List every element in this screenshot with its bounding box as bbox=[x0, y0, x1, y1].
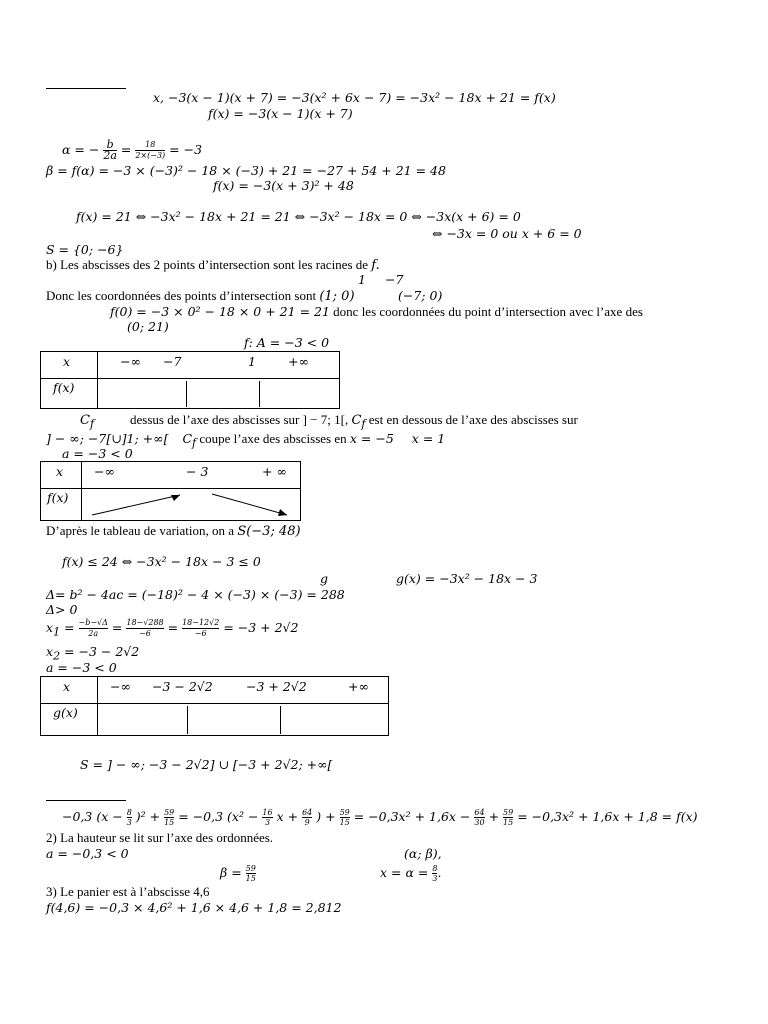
g-name: g bbox=[320, 571, 329, 586]
variation-table-f-neg-inf: −∞ bbox=[94, 464, 115, 479]
g-definition: g(x) = −3x² − 18x − 3 bbox=[396, 571, 538, 586]
variation-table-f-row-label-cell bbox=[41, 489, 82, 521]
solution-set-inequality: S = ] − ∞; −3 − 2√2] ∪ [−3 + 2√2; +∞[ bbox=[80, 757, 333, 772]
sign-table-f-header-cell bbox=[41, 352, 98, 379]
inequality-line: f(x) ≤ 24 ⇔ −3x² − 18x − 3 ≤ 0 bbox=[62, 554, 261, 569]
sign-table-f-pos-inf: +∞ bbox=[288, 354, 309, 369]
y-intercept-point: (0; 21) bbox=[127, 319, 169, 334]
sign-table-f-value-2: 1 bbox=[248, 354, 256, 369]
sign-table-f-neg-inf: −∞ bbox=[120, 354, 141, 369]
y-intercept-line: f(0) = −3 × 0² − 18 × 0 + 21 = 21 donc les coordonnées du point d’intersection avec l’axe des bbox=[110, 304, 643, 319]
sign-table-g-values-cell bbox=[98, 677, 389, 704]
sign-table-g-header-cell bbox=[41, 677, 98, 704]
intersection-point-2: (−7; 0) bbox=[398, 288, 443, 303]
variation-table-f-header-cell bbox=[41, 462, 82, 489]
root-x2-line: $x_2 = -3 - 2√2$ bbox=[46, 644, 140, 663]
leading-coefficient-line-3: a = −3 < 0 bbox=[46, 660, 117, 675]
variation-table-f-values-cell bbox=[82, 462, 301, 489]
beta-value: β = $\frac{59}{15}$ bbox=[220, 864, 256, 883]
sign-table-g bbox=[40, 676, 389, 736]
variation-table-f-arrows-cell bbox=[82, 489, 301, 521]
sign-table-f-row-label-cell bbox=[41, 379, 98, 409]
variation-table-f-fx-label: f(x) bbox=[47, 490, 69, 505]
sign-table-g-divider-1 bbox=[187, 706, 188, 734]
sign-table-g-signs-cell bbox=[98, 704, 389, 736]
equation-solve-line: f(x) = 21 ⇔ −3x² − 18x + 21 = 21 ⇔ −3x² − 18x = 0 ⇔ −3x(x + 6) = 0 bbox=[76, 209, 521, 224]
leading-coefficient-line: f: A = −3 < 0 bbox=[244, 335, 330, 350]
variation-table-f-value-1: − 3 bbox=[186, 464, 209, 479]
expansion-line: −0,3 (x − $\frac{8}{3}$ )² + $\frac{59}{15}$ = −0,3 (x² − $\frac{16}{3}$ x + $\frac{64}{9}$ ) + $\frac{59}{15}$ = −0,3x² + 1,6x − $\frac{64}{30}$ + $\frac{59}{15}$ = −0,3x² + 1,6x + 1,8 = f(x) bbox=[62, 808, 698, 827]
separator-rule-top bbox=[46, 88, 126, 89]
decreasing-arrow bbox=[82, 489, 302, 521]
summit-text: D’après le tableau de variation, on a S(−3; 48) bbox=[46, 523, 301, 539]
sign-table-g-value-1: −3 − 2√2 bbox=[152, 679, 213, 694]
sign-table-f-signs-cell bbox=[98, 379, 340, 409]
separator-rule-bottom bbox=[46, 800, 126, 801]
solution-set-line: S = {0; −6} bbox=[46, 242, 124, 257]
basket-text: 3) Le panier est à l’abscisse 4,6 bbox=[46, 884, 210, 899]
sign-table-f-divider-2 bbox=[259, 381, 260, 407]
alpha-value: x = α = $\frac{8}{3}$ . bbox=[380, 864, 442, 883]
sign-table-g-row-label-cell bbox=[41, 704, 98, 736]
sign-table-f bbox=[40, 351, 340, 409]
intersection-points-text: Donc les coordonnées des points d’intersection sont (1; 0) bbox=[46, 288, 355, 304]
equation-solve-line-2: ⇔ −3x = 0 ou x + 6 = 0 bbox=[432, 226, 582, 241]
variation-table-f-pos-inf: + ∞ bbox=[262, 464, 287, 479]
height-text: 2) La hauteur se lit sur l’axe des ordonnées. bbox=[46, 830, 274, 845]
root-x1-line: $x_1$ = $\frac{-b-√\Delta}{2a}$ = $\frac{18-√288}{-6}$ = $\frac{18-12√2}{-6}$ = −3 + 2√2 bbox=[46, 618, 299, 639]
sign-table-g-gx-label: g(x) bbox=[53, 705, 78, 720]
roots-line-a: 1 bbox=[358, 272, 366, 287]
discriminant-positive: Δ> 0 bbox=[46, 602, 78, 617]
basket-height-line: f(4,6) = −0,3 × 4,6² + 1,6 × 4,6 + 1,8 = 2,812 bbox=[46, 900, 342, 915]
sign-table-f-fx-label: f(x) bbox=[53, 380, 75, 395]
alpha-line: α = − $\frac{b}{2a}$ = $\frac{18}{2\times(-3)}$ = −3 bbox=[62, 138, 203, 162]
curve-position-text: $C_f$ dessus de l’axe des abscisses sur ] − 7; 1[, $C_f$ est en dessous de l’axe des abscisses sur bbox=[80, 412, 578, 431]
beta-line: β = f(α) = −3 × (−3)² − 18 × (−3) + 21 = −27 + 54 + 21 = 48 bbox=[46, 163, 446, 178]
sign-table-f-x-label: x bbox=[63, 354, 71, 369]
leading-coefficient-line-4: a = −0,3 < 0 bbox=[46, 846, 129, 861]
sign-table-f-values-cell bbox=[98, 352, 340, 379]
canonical-form-line: f(x) = −3(x + 3)² + 48 bbox=[213, 178, 354, 193]
sign-table-g-divider-2 bbox=[280, 706, 281, 734]
curve-position-text-2: ] − ∞; −7[∪]1; +∞[ $C_f$ coupe l’axe des abscisses en x = −5 x = 1 bbox=[46, 431, 446, 450]
leading-coefficient-line-2: a = −3 < 0 bbox=[62, 446, 133, 461]
sign-table-g-neg-inf: −∞ bbox=[110, 679, 131, 694]
sign-table-f-divider-1 bbox=[186, 381, 187, 407]
sign-table-g-pos-inf: +∞ bbox=[348, 679, 369, 694]
discriminant-line: Δ= b² − 4ac = (−18)² − 4 × (−3) × (−3) = 288 bbox=[46, 587, 345, 602]
sign-table-g-x-label: x bbox=[63, 679, 71, 694]
equation-line-2: f(x) = −3(x − 1)(x + 7) bbox=[208, 106, 353, 121]
sign-table-g-value-2: −3 + 2√2 bbox=[246, 679, 307, 694]
sign-table-f-value-1: −7 bbox=[163, 354, 182, 369]
intersection-text: b) Les abscisses des 2 points d’intersection sont les racines de f. bbox=[46, 257, 380, 273]
variation-table-f bbox=[40, 461, 301, 521]
equation-line-1: x, −3(x − 1)(x + 7) = −3(x² + 6x − 7) = −3x² − 18x + 21 = f(x) bbox=[153, 90, 556, 105]
roots-line-b: −7 bbox=[385, 272, 404, 287]
variation-table-f-x-label: x bbox=[56, 464, 64, 479]
vertex-coordinates: (α; β), bbox=[404, 846, 442, 861]
